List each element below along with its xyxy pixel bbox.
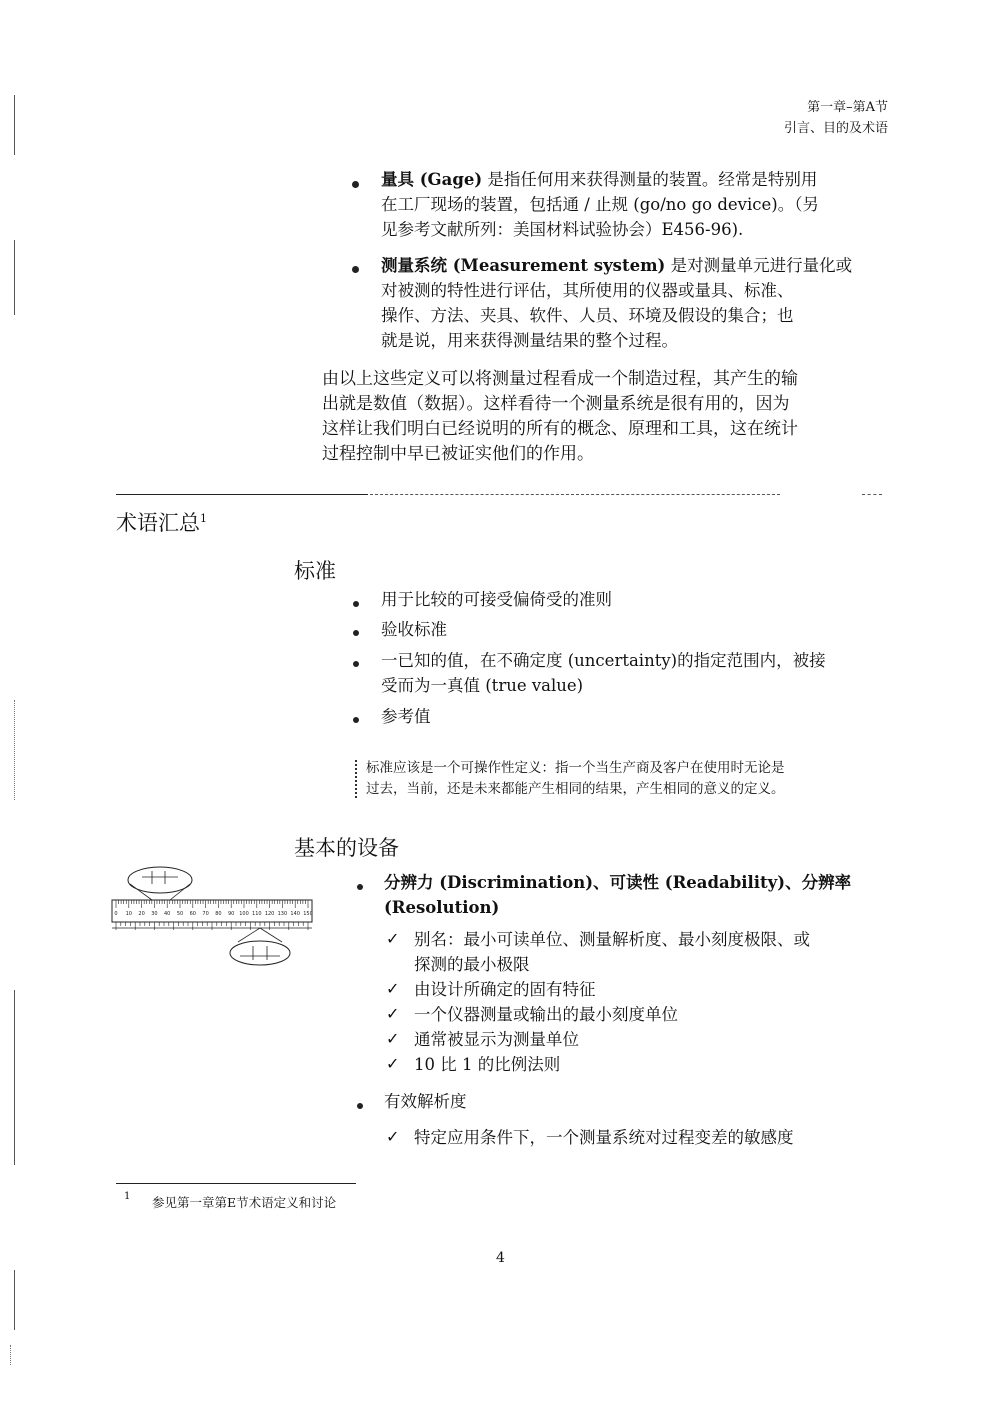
bullet-icon bbox=[352, 266, 359, 273]
ruler-label: 60 bbox=[189, 911, 196, 917]
section-divider bbox=[116, 494, 368, 495]
ruler-label: 20 bbox=[138, 911, 145, 917]
bullet-icon bbox=[353, 601, 359, 607]
margin-scan-line bbox=[14, 1270, 15, 1330]
section-title: 术语汇总$^1$ bbox=[116, 511, 207, 535]
check-item: 特定应用条件下，一个测量系统对过程变差的敏感度 bbox=[414, 1128, 794, 1147]
header-chapter: 第一章–第A节 bbox=[807, 100, 888, 115]
standard-item: 参考值 bbox=[381, 707, 431, 726]
bullet-icon bbox=[353, 661, 359, 667]
heading-standard: 标准 bbox=[294, 559, 336, 583]
check-item: 由设计所确定的固有特征 bbox=[414, 980, 596, 999]
definition-measurement-system: 测量系统 (Measurement system) 是对测量单元进行量化或 对被测的特性进行评估，其所使用的仪器或量具、标准、 操作、方法、夹具、软件、人员、环境及假设的集合；也 就是说，用来获得测量结果的整个过程。 bbox=[381, 256, 853, 350]
section-divider bbox=[370, 494, 780, 495]
bullet-icon bbox=[357, 884, 363, 890]
check-item: 10 比 1 的比例法则 bbox=[414, 1055, 561, 1074]
term-gage: 量具 (Gage) bbox=[381, 170, 483, 189]
ruler-label: 80 bbox=[215, 911, 222, 917]
footnote-mark: 1 bbox=[124, 1191, 131, 1202]
margin-scan-line bbox=[10, 1345, 11, 1365]
bullet-icon bbox=[352, 181, 359, 188]
ruler-label: 140 bbox=[290, 911, 300, 917]
ruler-label: 110 bbox=[252, 911, 262, 917]
ruler-label: 10 bbox=[125, 911, 132, 917]
check-mark-icon: ✓ bbox=[386, 1127, 400, 1146]
ruler-label: 100 bbox=[239, 911, 249, 917]
header-section-title: 引言、目的及术语 bbox=[783, 121, 888, 136]
ruler-label: 70 bbox=[202, 911, 209, 917]
ruler-magnifier-illustration bbox=[110, 862, 320, 972]
section-divider bbox=[862, 494, 882, 495]
page-header bbox=[784, 97, 888, 139]
margin-scan-line bbox=[14, 700, 15, 800]
ruler-label: 40 bbox=[164, 911, 171, 917]
equipment-item-effective-resolution: 有效解析度 bbox=[384, 1092, 467, 1111]
margin-scan-line bbox=[14, 95, 15, 155]
check-mark-icon: ✓ bbox=[386, 1029, 400, 1048]
check-item: 一个仪器测量或输出的最小刻度单位 bbox=[414, 1005, 678, 1024]
intro-paragraph: 由以上这些定义可以将测量过程看成一个制造过程，其产生的输 出就是数值（数据）。这样看待一个测量系统是很有用的，因为 这样让我们明白已经说明的所有的概念、原理和工具，这在统计 过程控制中早已被证实他们的作用。 bbox=[322, 369, 798, 464]
ruler-label: 150 bbox=[303, 911, 313, 917]
bullet-icon bbox=[353, 717, 359, 723]
footnote-divider bbox=[116, 1183, 356, 1184]
check-mark-icon: ✓ bbox=[386, 1004, 400, 1023]
ruler-label: 90 bbox=[228, 911, 235, 917]
check-mark-icon: ✓ bbox=[386, 929, 400, 948]
check-item: 通常被显示为测量单位 bbox=[414, 1030, 579, 1049]
page-number: 4 bbox=[496, 1250, 505, 1266]
term-measurement-system: 测量系统 (Measurement system) bbox=[381, 256, 666, 275]
equipment-item-discrimination: 分辨力 (Discrimination)、可读性 (Readability)、分辨率 (Resolution) bbox=[384, 873, 852, 917]
ruler-label: 130 bbox=[277, 911, 288, 917]
bullet-icon bbox=[353, 630, 359, 636]
ruler-label: 120 bbox=[264, 911, 275, 917]
heading-basic-equipment: 基本的设备 bbox=[294, 836, 399, 860]
bullet-icon bbox=[357, 1103, 363, 1109]
check-mark-icon: ✓ bbox=[386, 1054, 400, 1073]
margin-scan-line bbox=[14, 990, 15, 1165]
note-marker bbox=[355, 760, 357, 798]
ruler-label: 30 bbox=[151, 911, 158, 917]
footnote-ref: 1 bbox=[200, 512, 207, 525]
definition-gage: 量具 (Gage) 是指任何用来获得测量的装置。经常是特别用 在工厂现场的装置，包括通 / 止规 (go/no go device)。（另 见参考文献所列：美国材料试验协会）E456-96). bbox=[381, 170, 819, 239]
check-item: 别名：最小可读单位、测量解析度、最小刻度极限、或 探测的最小极限 bbox=[414, 930, 810, 974]
standard-item: 一已知的值，在不确定度 (uncertainty)的指定范围内，被接 受而为一真值 (true value) bbox=[381, 651, 826, 695]
standard-item: 验收标准 bbox=[381, 620, 447, 639]
ruler-label: 0 bbox=[114, 911, 118, 917]
standard-note: 标准应该是一个可操作性定义：指一个当生产商及客户在使用时无论是 过去，当前，还是未来都能产生相同的结果，产生相同的意义的定义。 bbox=[366, 760, 785, 797]
standard-item: 用于比较的可接受偏倚受的准则 bbox=[381, 590, 612, 609]
margin-scan-line bbox=[14, 240, 15, 315]
check-mark-icon: ✓ bbox=[386, 979, 400, 998]
ruler-label: 50 bbox=[176, 911, 184, 917]
footnote-text: 参见第一章第E节术语定义和讨论 bbox=[152, 1195, 337, 1210]
